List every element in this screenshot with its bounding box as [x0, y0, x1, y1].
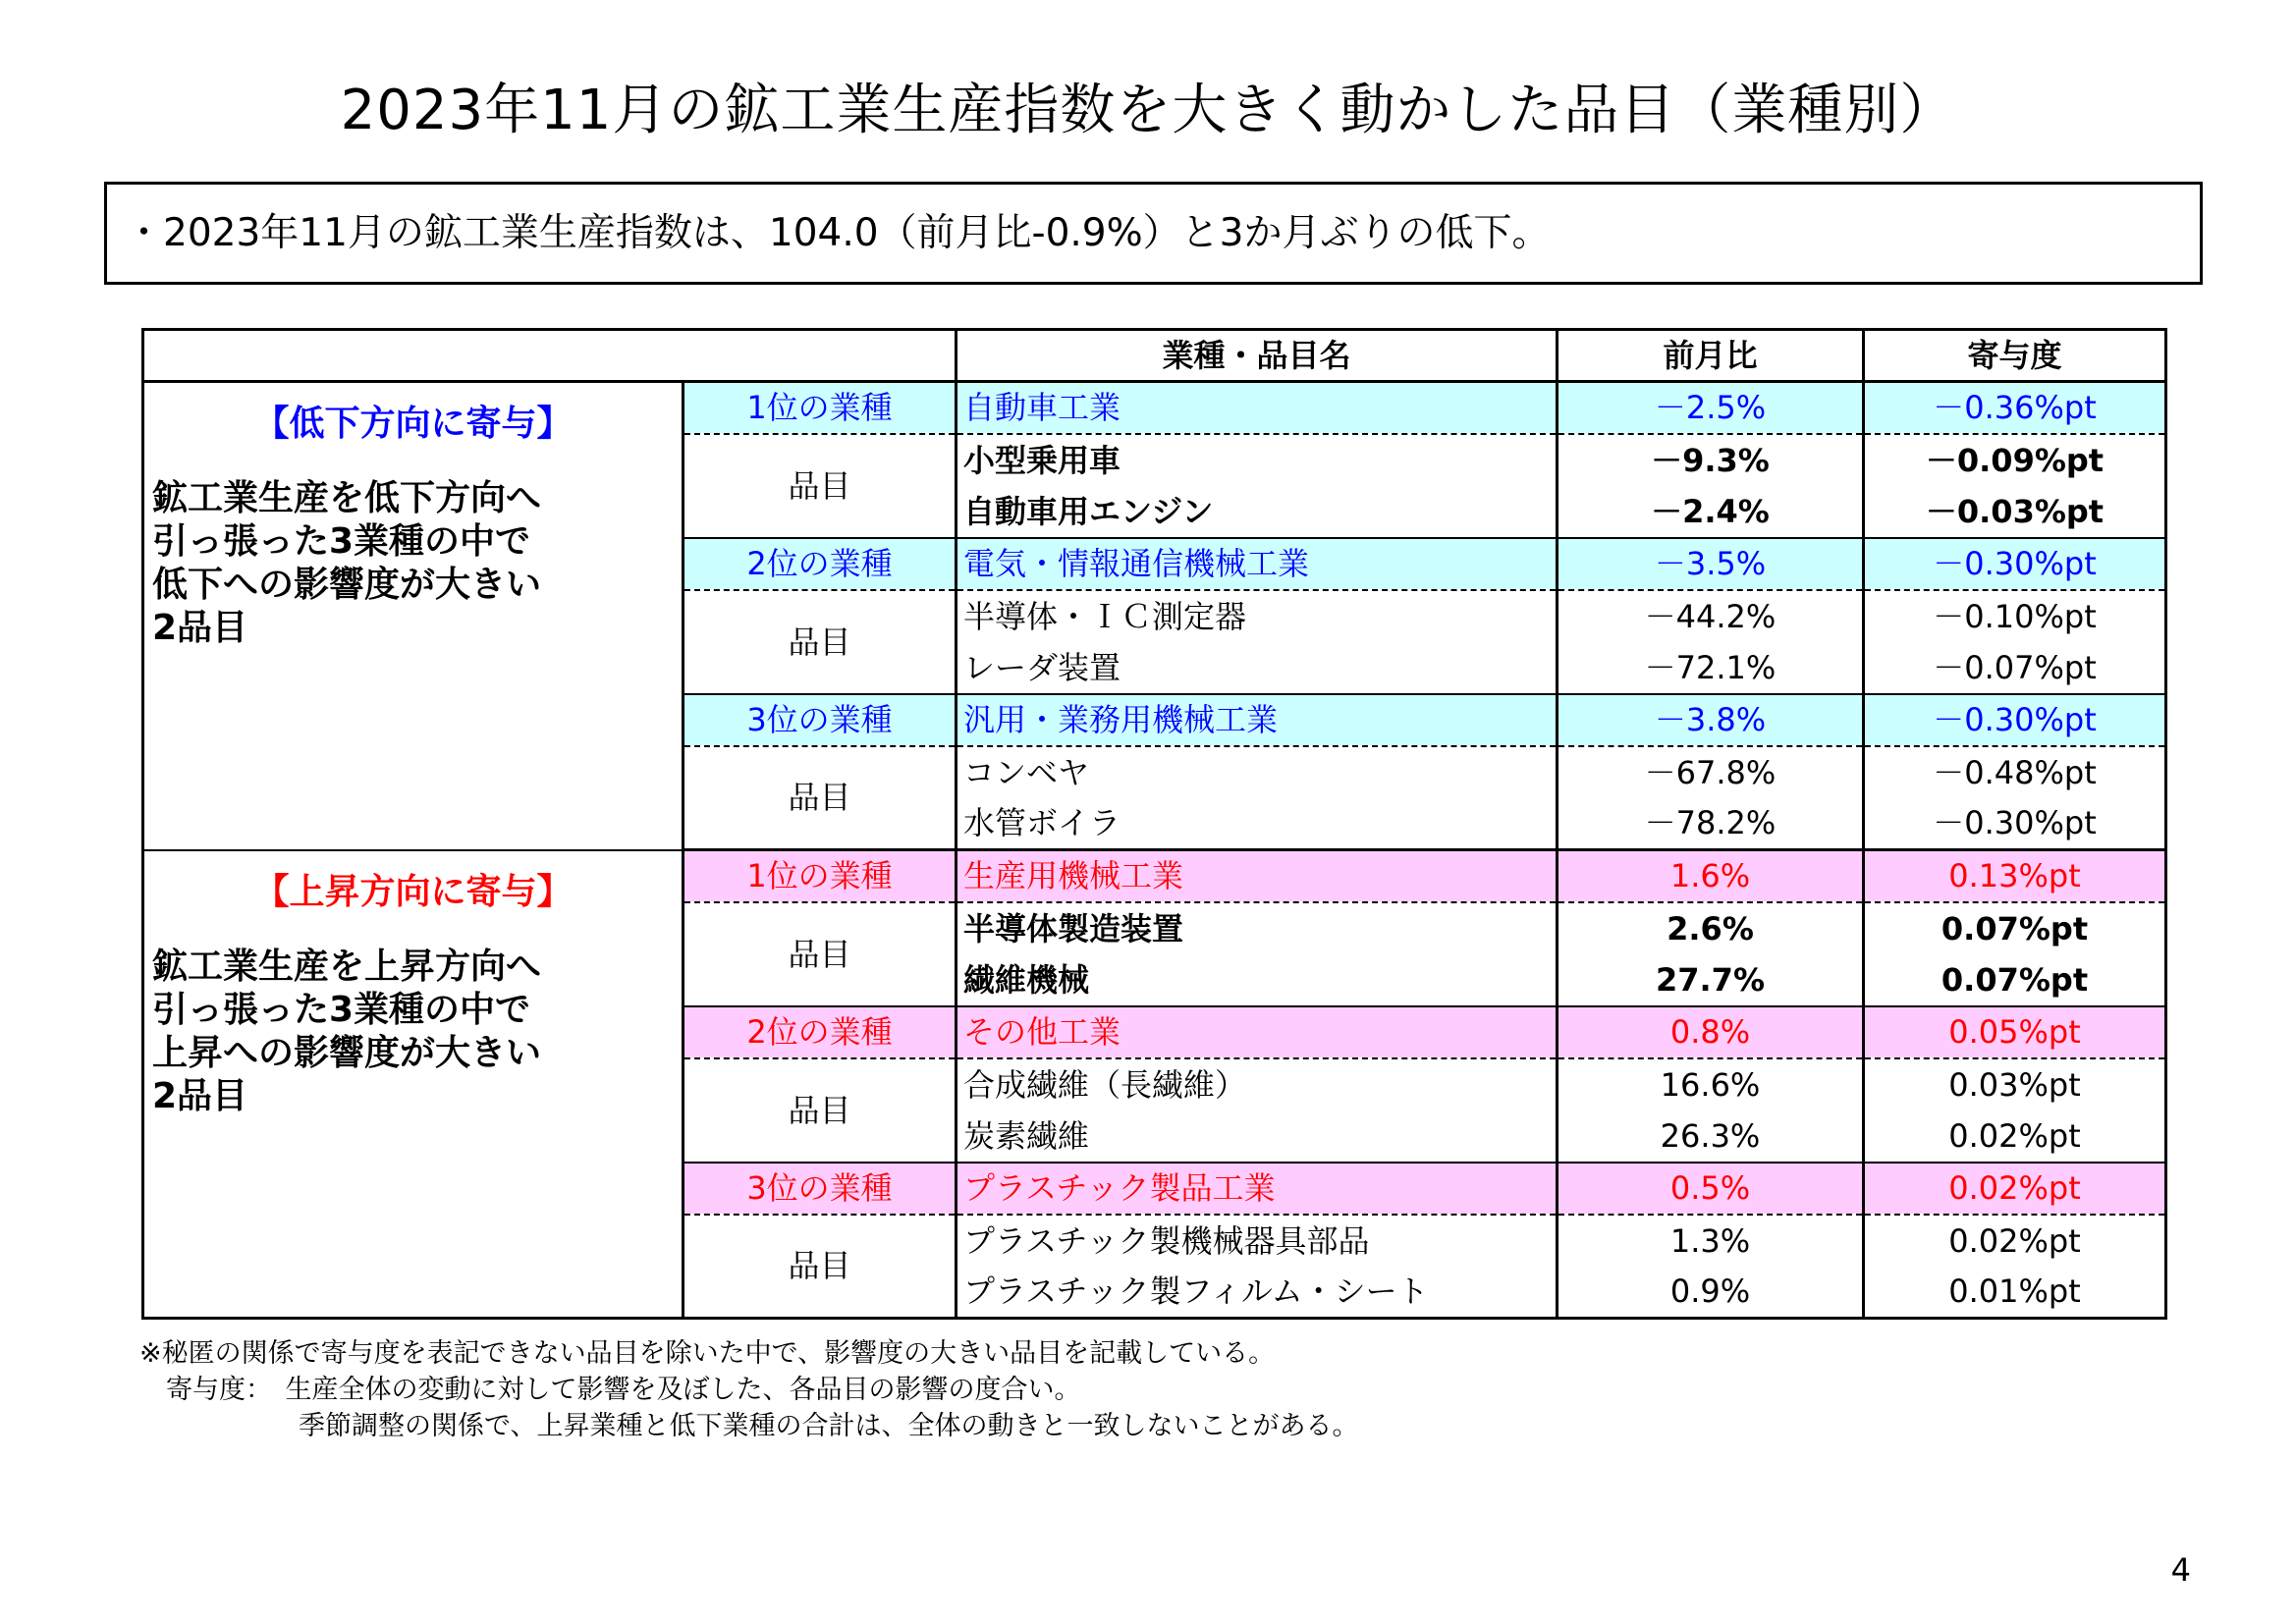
footnote-line: ※秘匿の関係で寄与度を表記できない品目を除いた中で、影響度の大きい品目を記載している。 [139, 1338, 1276, 1369]
industry-contribution: －0.30%pt [1864, 694, 2166, 746]
header-name: 業種・品目名 [957, 330, 1558, 382]
industry-mom: －3.8% [1558, 694, 1864, 746]
down-section-label [143, 382, 683, 850]
item-contribution: 0.07%pt [1941, 909, 2089, 947]
contribution-table [141, 328, 2167, 1320]
industry-mom: －3.5% [1558, 538, 1864, 590]
industry-contribution: 0.13%pt [1864, 850, 2166, 902]
industry-name: 電気・情報通信機械工業 [957, 538, 1558, 590]
industry-contribution: 0.05%pt [1864, 1006, 2166, 1058]
industry-name: プラスチック製品工業 [957, 1163, 1558, 1215]
table-header-row [143, 330, 2166, 382]
industry-name: 生産用機械工業 [957, 850, 1558, 902]
item-name: レーダ装置 [957, 642, 1558, 694]
header-mom: 前月比 [1558, 330, 1864, 382]
down-heading: 【低下方向に寄与】 [253, 404, 573, 444]
item-contribution: －0.10%pt [1933, 597, 2097, 635]
item-label: 品目 [683, 746, 957, 850]
item-label: 品目 [683, 902, 957, 1006]
item-contribution: －0.07%pt [1864, 642, 2166, 694]
item-mom: －78.2% [1558, 798, 1864, 850]
item-name: プラスチック製フィルム・シート [957, 1267, 1558, 1319]
item-name: 合成繊維（長繊維） [957, 1058, 1558, 1110]
item-contribution: －0.03%pt [1864, 486, 2166, 538]
footnote-line: 寄与度： 生産全体の変動に対して影響を及ぼした、各品目の影響の度合い。 [139, 1375, 1081, 1405]
page-title: 2023年11月の鉱工業生産指数を大きく動かした品目（業種別） [340, 79, 1956, 142]
header-contribution: 寄与度 [1864, 330, 2166, 382]
page-number: 4 [2170, 1551, 2191, 1589]
item-contribution: －0.30%pt [1864, 798, 2166, 850]
industry-mom: －2.5% [1558, 382, 1864, 434]
item-label: 品目 [683, 434, 957, 538]
item-mom: －44.2% [1558, 590, 1864, 642]
item-mom: －2.4% [1558, 486, 1864, 538]
item-label: 品目 [683, 1058, 957, 1163]
summary-box: ・2023年11月の鉱工業生産指数は、104.0（前月比-0.9%）と3か月ぶりの低下。 [104, 182, 2203, 285]
item-mom: －9.3% [1558, 434, 1864, 486]
item-name: 半導体・ＩＣ測定器 [957, 590, 1558, 642]
item-contribution: 0.01%pt [1864, 1267, 2166, 1319]
item-mom: 16.6% [1558, 1058, 1864, 1110]
up-section-label [143, 850, 683, 1319]
industry-name: 汎用・業務用機械工業 [957, 694, 1558, 746]
item-name: 小型乗用車 [957, 434, 1558, 486]
item-label: 品目 [683, 590, 957, 694]
industry-rank: 2位の業種 [683, 538, 957, 590]
item-name: 水管ボイラ [957, 798, 1558, 850]
industry-rank: 3位の業種 [683, 694, 957, 746]
item-name: 自動車用エンジン [957, 486, 1558, 538]
industry-rank: 3位の業種 [683, 1163, 957, 1215]
item-name: 繊維機械 [957, 954, 1558, 1006]
item-contribution: 0.02%pt [1948, 1221, 2081, 1260]
item-mom: 27.7% [1558, 954, 1864, 1006]
table-row [143, 850, 2166, 902]
industry-contribution: 0.02%pt [1864, 1163, 2166, 1215]
item-label: 品目 [683, 1215, 957, 1319]
footnotes [139, 1335, 1358, 1444]
item-mom: －72.1% [1558, 642, 1864, 694]
item-contribution: 0.03%pt [1948, 1065, 2081, 1104]
footnote-line: 季節調整の関係で、上昇業種と低下業種の合計は、全体の動きと一致しないことがある。 [139, 1411, 1359, 1441]
industry-rank: 1位の業種 [683, 850, 957, 902]
table-row [143, 382, 2166, 434]
industry-contribution: －0.30%pt [1864, 538, 2166, 590]
industry-mom: 0.8% [1558, 1006, 1864, 1058]
industry-name: 自動車工業 [957, 382, 1558, 434]
up-description: 鉱工業生産を上昇方向へ 引っ張った3業種の中で 上昇への影響度が大きい 2品目 [152, 946, 542, 1116]
industry-rank: 1位の業種 [683, 382, 957, 434]
industry-mom: 0.5% [1558, 1163, 1864, 1215]
item-name: 半導体製造装置 [957, 902, 1558, 954]
industry-contribution: －0.36%pt [1864, 382, 2166, 434]
item-mom: 2.6% [1558, 902, 1864, 954]
item-contribution: 0.02%pt [1864, 1110, 2166, 1163]
up-heading: 【上昇方向に寄与】 [253, 871, 573, 912]
item-name: プラスチック製機械器具部品 [957, 1215, 1558, 1267]
item-contribution: －0.09%pt [1925, 441, 2105, 479]
item-name: 炭素繊維 [957, 1110, 1558, 1163]
down-description: 鉱工業生産を低下方向へ 引っ張った3業種の中で 低下への影響度が大きい 2品目 [152, 478, 542, 648]
item-mom: 1.3% [1558, 1215, 1864, 1267]
item-mom: 0.9% [1558, 1267, 1864, 1319]
item-name: コンベヤ [957, 746, 1558, 798]
item-contribution: 0.07%pt [1864, 954, 2166, 1006]
item-mom: －67.8% [1558, 746, 1864, 798]
industry-rank: 2位の業種 [683, 1006, 957, 1058]
item-contribution: －0.48%pt [1933, 753, 2097, 791]
header-blank [143, 330, 957, 382]
item-mom: 26.3% [1558, 1110, 1864, 1163]
industry-name: その他工業 [957, 1006, 1558, 1058]
industry-mom: 1.6% [1558, 850, 1864, 902]
